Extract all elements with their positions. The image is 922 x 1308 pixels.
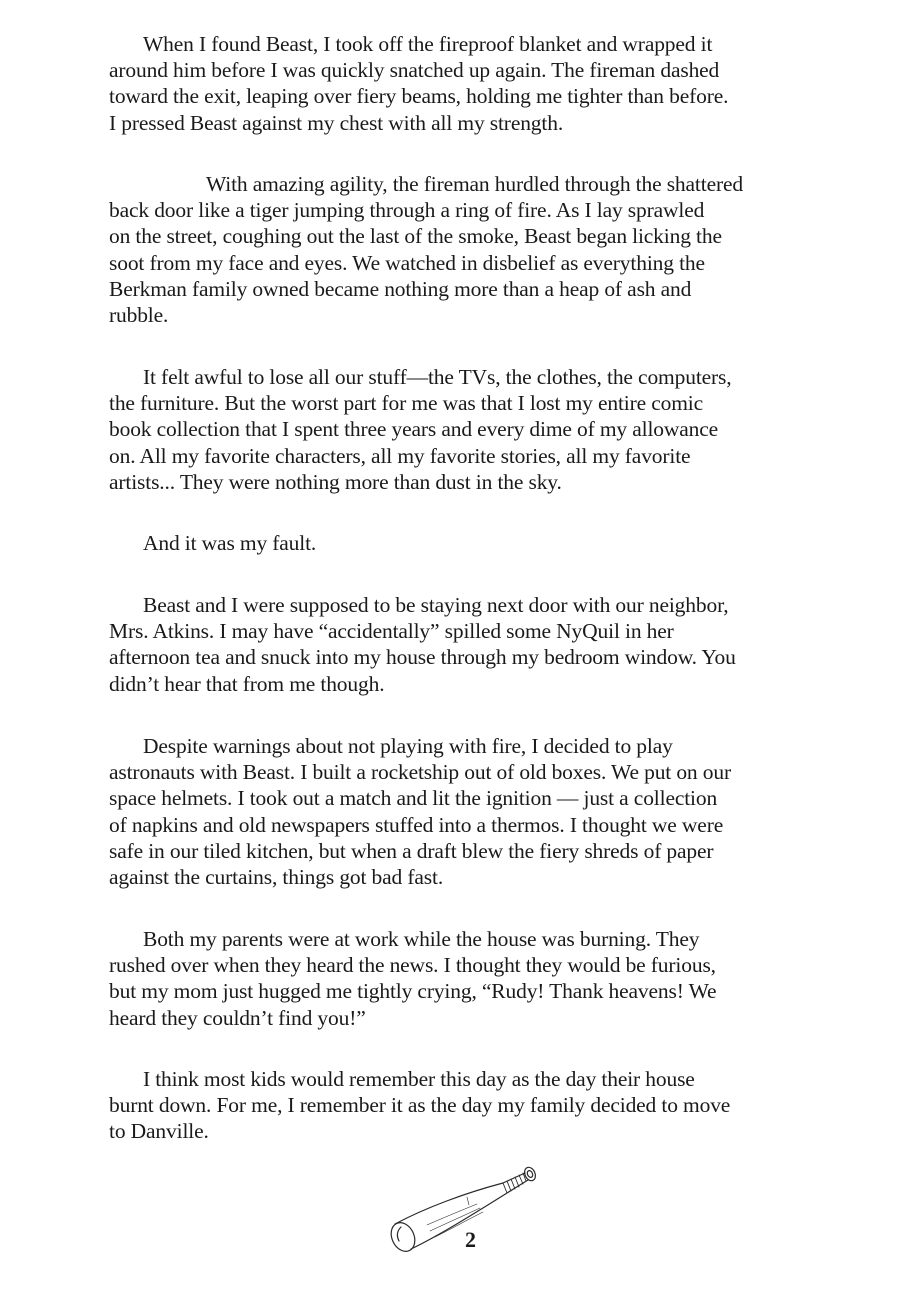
paragraph-4 xyxy=(109,530,849,556)
text-line: Beast and I were supposed to be staying next door with our neighbor, xyxy=(143,593,729,617)
text-line: Mrs. Atkins. I may have “accidentally” spilled some NyQuil in her xyxy=(109,619,674,644)
text-line: rushed over when they heard the news. I thought they would be furious, xyxy=(109,953,716,978)
paragraph-6 xyxy=(109,733,849,890)
paragraph-8 xyxy=(109,1066,849,1145)
text-line: heard they couldn’t find you!” xyxy=(109,1005,366,1030)
text-line: I pressed Beast against my chest with all my strength. xyxy=(109,110,564,135)
text-line: the furniture. But the worst part for me was that I lost my entire comic xyxy=(109,391,704,416)
text-line: book collection that I spent three years and every dime of my allowance xyxy=(109,417,719,442)
text-line: Despite warnings about not playing with fire, I decided to play xyxy=(143,734,673,758)
text-line: didn’t hear that from me though. xyxy=(109,671,385,696)
text-line: Both my parents were at work while the house was burning. They xyxy=(143,927,700,951)
text-line: With amazing agility, the fireman hurdled through the shattered xyxy=(206,172,743,196)
text-line: afternoon tea and snuck into my house through my bedroom window. You xyxy=(109,645,736,670)
text-line: toward the exit, leaping over fiery beams, holding me tighter than before. xyxy=(109,84,729,109)
text-line: back door like a tiger jumping through a ring of fire. As I lay sprawled xyxy=(109,198,705,223)
text-line: but my mom just hugged me tightly crying, “Rudy! Thank heavens! We xyxy=(109,979,717,1004)
text-line: on. All my favorite characters, all my favorite stories, all my favorite xyxy=(109,443,691,468)
paragraph-2 xyxy=(109,171,849,328)
text-line: Berkman family owned became nothing more than a heap of ash and xyxy=(109,276,692,301)
paragraph-7 xyxy=(109,926,849,1031)
paragraph-5 xyxy=(109,592,849,697)
text-line: around him before I was quickly snatched up again. The fireman dashed xyxy=(109,58,720,83)
text-line: I think most kids would remember this day as the day their house xyxy=(143,1067,695,1091)
page-number: 2 xyxy=(465,1227,476,1252)
baseball-bat-icon xyxy=(385,1163,537,1255)
paragraph-3 xyxy=(109,364,849,495)
text-line: to Danville. xyxy=(109,1119,209,1144)
text-line: artists... They were nothing more than dust in the sky. xyxy=(109,469,562,494)
text-line: When I found Beast, I took off the fireproof blanket and wrapped it xyxy=(143,32,713,56)
text-line: burnt down. For me, I remember it as the day my family decided to move xyxy=(109,1093,731,1118)
text-line: And it was my fault. xyxy=(143,531,317,555)
text-line: It felt awful to lose all our stuff—the TVs, the clothes, the computers, xyxy=(143,365,732,389)
text-line: safe in our tiled kitchen, but when a draft blew the fiery shreds of paper xyxy=(109,838,714,863)
text-line: astronauts with Beast. I built a rocketship out of old boxes. We put on our xyxy=(109,760,731,785)
text-line: of napkins and old newspapers stuffed into a thermos. I thought we were xyxy=(109,812,724,837)
text-line: against the curtains, things got bad fast. xyxy=(109,864,444,889)
text-line: on the street, coughing out the last of the smoke, Beast began licking the xyxy=(109,224,722,249)
text-line: space helmets. I took out a match and lit the ignition — just a collection xyxy=(109,786,718,811)
text-line: soot from my face and eyes. We watched in disbelief as everything the xyxy=(109,250,705,275)
text-line: rubble. xyxy=(109,302,169,327)
paragraph-1 xyxy=(109,31,849,136)
